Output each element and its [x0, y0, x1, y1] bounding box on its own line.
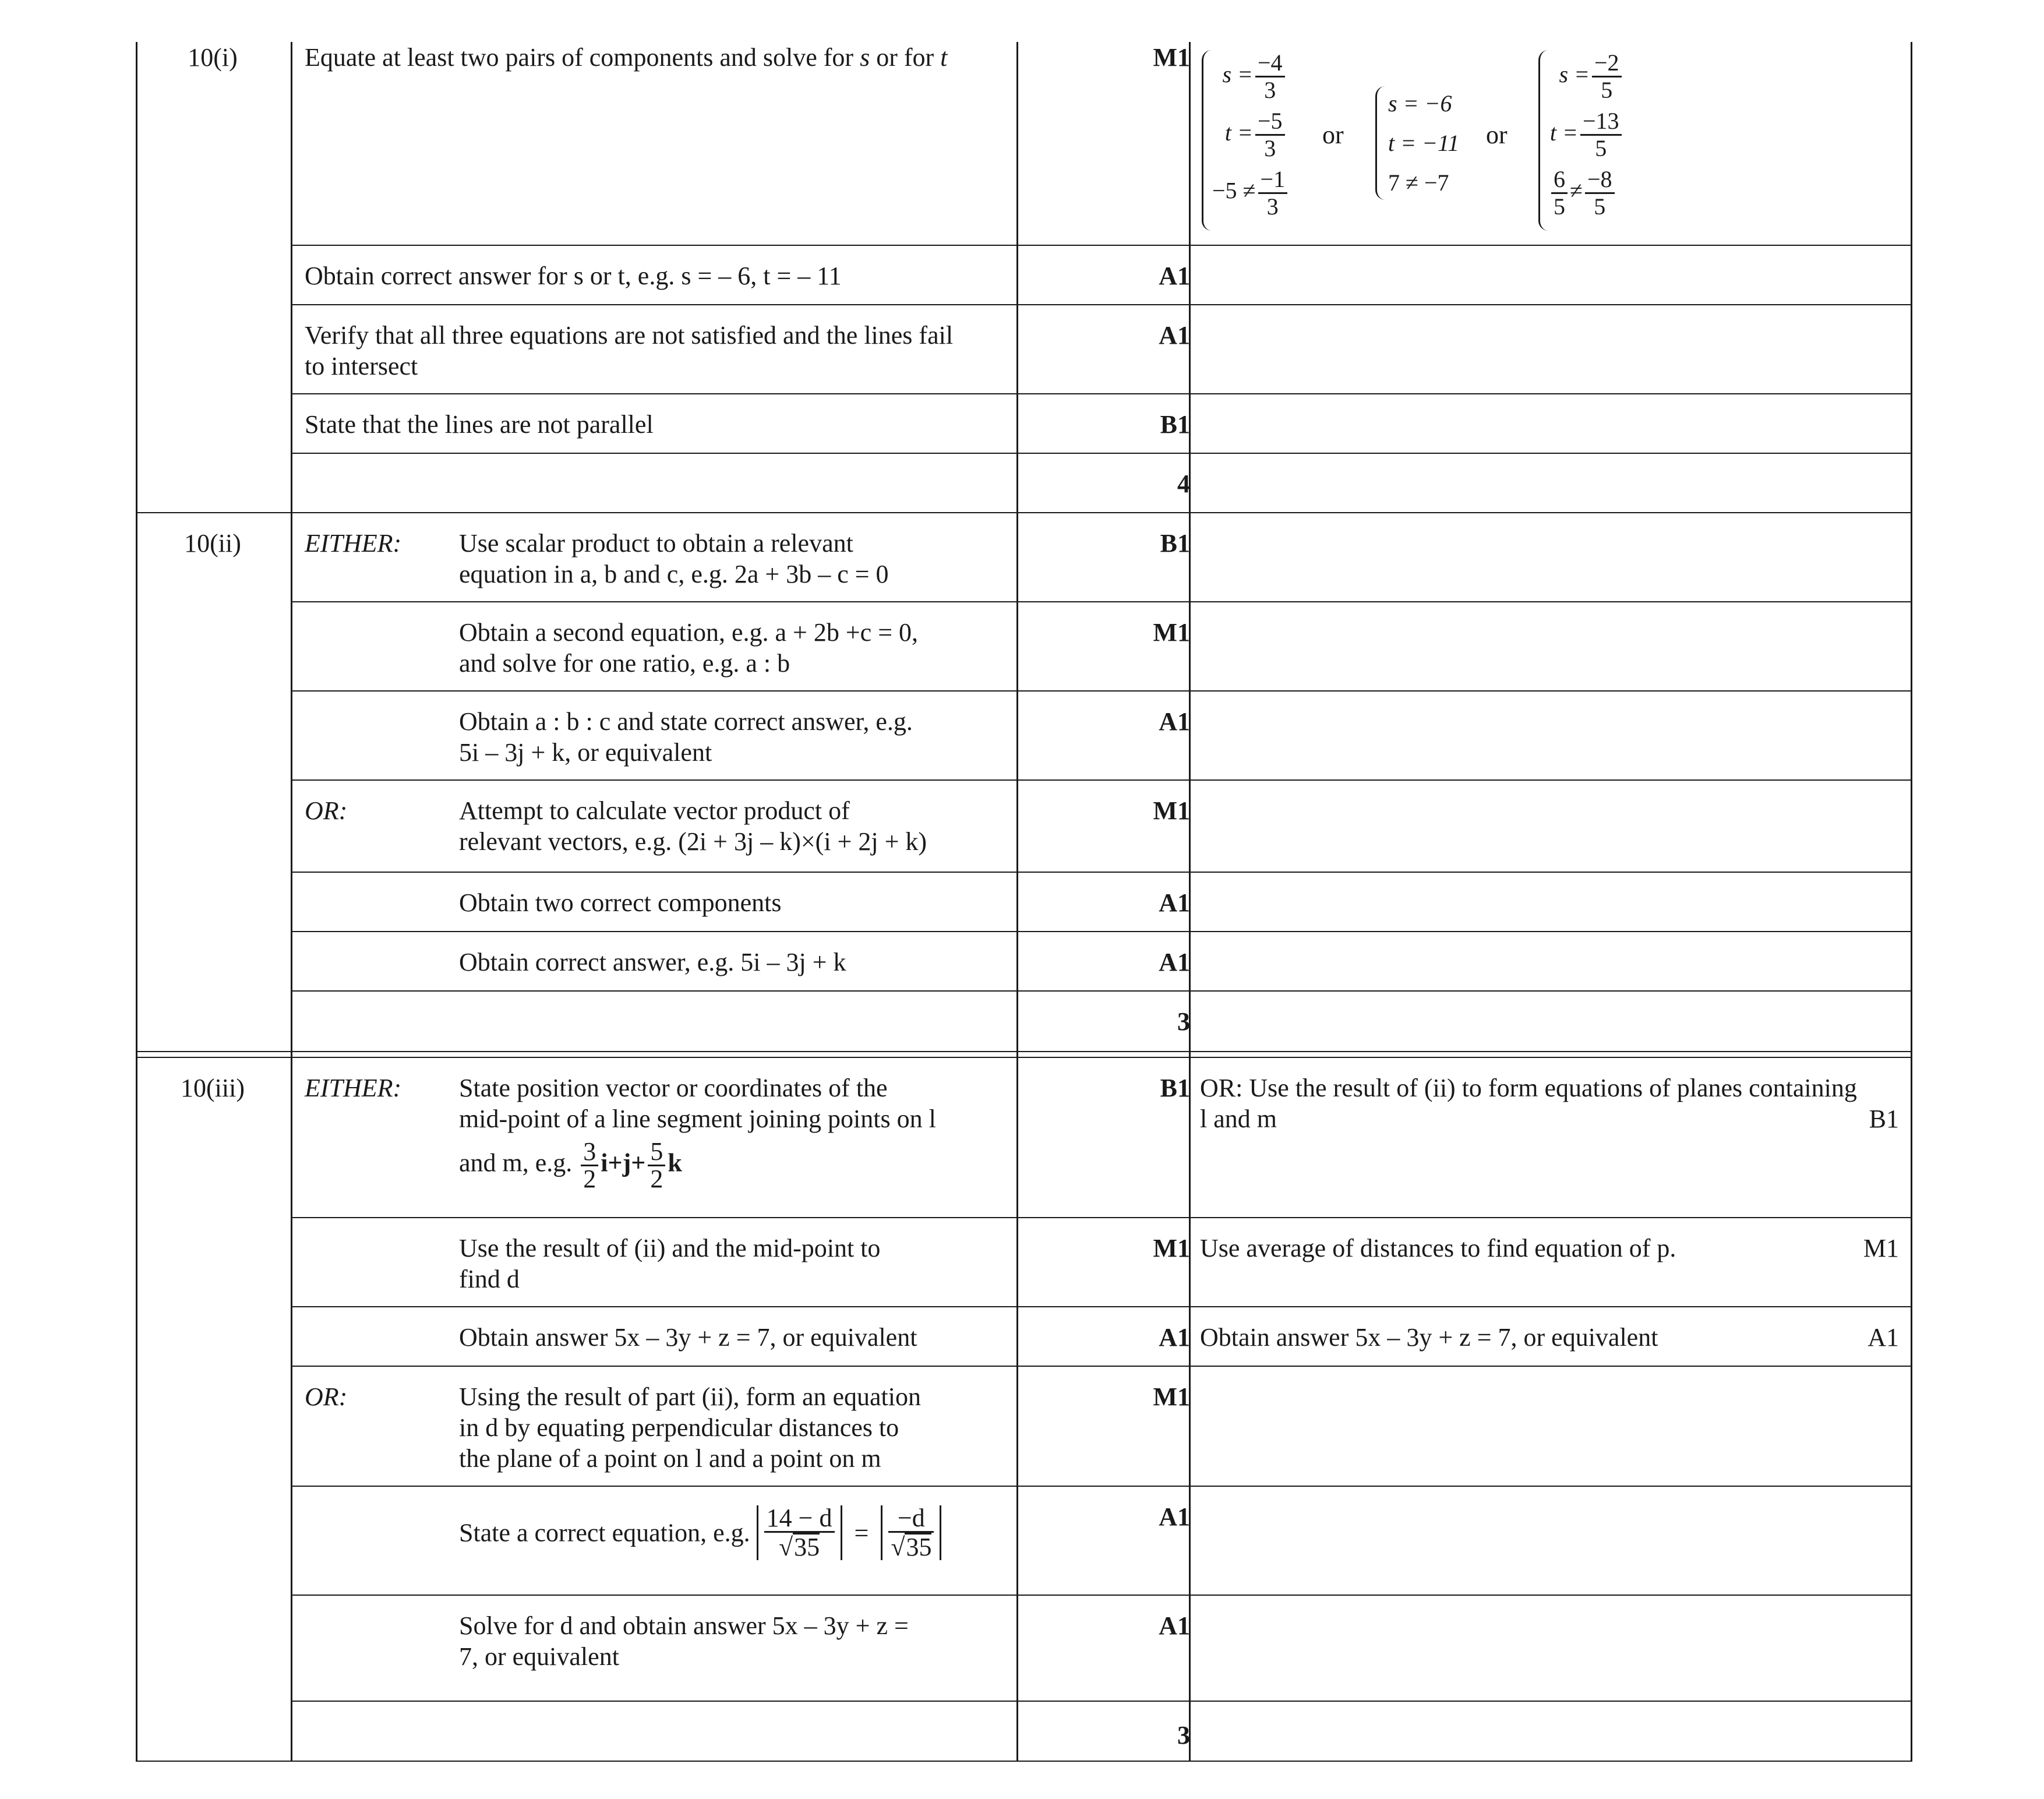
- row-divider: [291, 872, 1912, 873]
- mark: B1: [1160, 529, 1190, 558]
- guidance-mark: M1: [1863, 1234, 1899, 1262]
- row-divider: [291, 1217, 1912, 1218]
- row-divider: [291, 931, 1912, 932]
- answer-text: Use scalar product to obtain a relevant equation in a, b and c, e.g. 2a + 3b – c = 0: [459, 529, 889, 588]
- row-divider: [291, 601, 1912, 602]
- mark: A1: [1159, 1323, 1190, 1352]
- section-divider: [136, 1051, 1912, 1052]
- mark: A1: [1159, 262, 1190, 290]
- system-1: s = $\frac{-4}{3}$ t = $\frac{-5}{3}$ −5 ≠ $\frac{-1}{3}$: [1212, 50, 1290, 225]
- method-label: OR:: [305, 796, 348, 825]
- mark: A1: [1159, 321, 1190, 350]
- row-divider: [291, 1701, 1912, 1702]
- answer-text: State position vector or coordinates of the mid-point of a line segment joining points on l and m, e.g. $\frac{3}{2}$ i+j+ $\frac{5}{2}$ k: [459, 1074, 936, 1193]
- guidance-text: Use average of distances to find equation of p. M1: [1200, 1234, 1899, 1262]
- method-label: OR:: [305, 1382, 348, 1411]
- mark: M1: [1153, 43, 1190, 72]
- total-mark: 4: [1177, 470, 1190, 498]
- row-divider: [291, 453, 1912, 454]
- equation-systems: [1202, 50, 1901, 242]
- mark: M1: [1153, 796, 1190, 825]
- mark: M1: [1153, 1234, 1190, 1262]
- row-divider: [291, 1366, 1912, 1367]
- mark: A1: [1159, 1502, 1190, 1531]
- mark: B1: [1160, 410, 1190, 439]
- method-label: EITHER:: [305, 529, 402, 558]
- guidance-mark: A1: [1868, 1323, 1899, 1352]
- answer-text: Equate at least two pairs of components and solve for s or for t: [305, 43, 948, 72]
- answer-text: Using the result of part (ii), form an equation in d by equating perpendicular distances to the plane of a point on l and a point on m: [459, 1382, 922, 1473]
- answer-text: Obtain a second equation, e.g. a + 2b +c = 0, and solve for one ratio, e.g. a : b: [459, 618, 919, 678]
- row-divider: [291, 690, 1912, 692]
- row-divider: [291, 1595, 1912, 1596]
- table-right-border: [1911, 42, 1912, 1762]
- section-divider: [136, 1057, 1912, 1058]
- row-divider: [291, 990, 1912, 992]
- total-mark: 3: [1177, 1721, 1190, 1749]
- brace: [1538, 50, 1548, 231]
- row-divider: [291, 304, 1912, 305]
- question-number: 10(iii): [181, 1074, 245, 1102]
- row-divider: [291, 245, 1912, 246]
- mark: A1: [1159, 707, 1190, 736]
- guidance-mark: B1: [1869, 1105, 1899, 1133]
- answer-text: Attempt to calculate vector product of relevant vectors, e.g. (2i + 3j – k)×(i + 2j + k): [459, 796, 927, 856]
- system-2: s = −6 t = −11 7 ≠ −7: [1388, 90, 1460, 196]
- mark: M1: [1153, 1382, 1190, 1411]
- answer-text: Solve for d and obtain answer 5x – 3y + z = 7, or equivalent: [459, 1611, 909, 1671]
- or-label: or: [1322, 121, 1344, 149]
- answer-text: Obtain two correct components: [459, 888, 782, 917]
- mark: A1: [1159, 948, 1190, 976]
- question-number: 10(ii): [184, 529, 241, 558]
- row-divider: [291, 1306, 1912, 1307]
- answer-text: Obtain answer 5x – 3y + z = 7, or equivalent: [459, 1323, 917, 1352]
- answer-text: State that the lines are not parallel: [305, 410, 654, 439]
- brace: [1375, 86, 1385, 200]
- answer-text: Obtain correct answer, e.g. 5i – 3j + k: [459, 948, 846, 976]
- column-divider-question: [291, 42, 292, 1762]
- row-divider: [291, 393, 1912, 394]
- row-divider: [291, 779, 1912, 781]
- mark: B1: [1160, 1074, 1190, 1102]
- table-left-border: [136, 42, 137, 1762]
- answer-text: Obtain correct answer for s or t, e.g. s = – 6, t = – 11: [305, 262, 842, 290]
- row-divider: [291, 1486, 1912, 1487]
- mark: M1: [1153, 618, 1190, 647]
- total-mark: 3: [1177, 1007, 1190, 1036]
- or-label: or: [1486, 121, 1508, 149]
- guidance-text: Obtain answer 5x – 3y + z = 7, or equivalent A1: [1200, 1323, 1899, 1352]
- mark-scheme-table: [136, 42, 1912, 1762]
- question-number: 10(i): [188, 43, 238, 72]
- answer-text: Obtain a : b : c and state correct answer, e.g. 5i – 3j + k, or equivalent: [459, 707, 913, 767]
- answer-text: Use the result of (ii) and the mid-point to find d: [459, 1234, 881, 1293]
- table-bottom-border: [136, 1761, 1912, 1762]
- mark: A1: [1159, 888, 1190, 917]
- guidance-text: OR: Use the result of (ii) to form equations of planes containing l and m B1: [1200, 1074, 1899, 1133]
- mark: A1: [1159, 1611, 1190, 1640]
- answer-text: Verify that all three equations are not satisfied and the lines fail to intersect: [305, 321, 954, 380]
- method-label: EITHER:: [305, 1074, 402, 1102]
- system-3: s = $\frac{-2}{5}$ t = $\frac{-13}{5}$ $\frac{6}{5}$ ≠ $\frac{-8}{5}$: [1549, 50, 1624, 225]
- brace: [1202, 50, 1212, 231]
- answer-text: State a correct equation, e.g. $\frac{14 - d}{√35}$ = $\frac{-d}{√35}$: [459, 1505, 941, 1560]
- section-divider: [136, 512, 1912, 513]
